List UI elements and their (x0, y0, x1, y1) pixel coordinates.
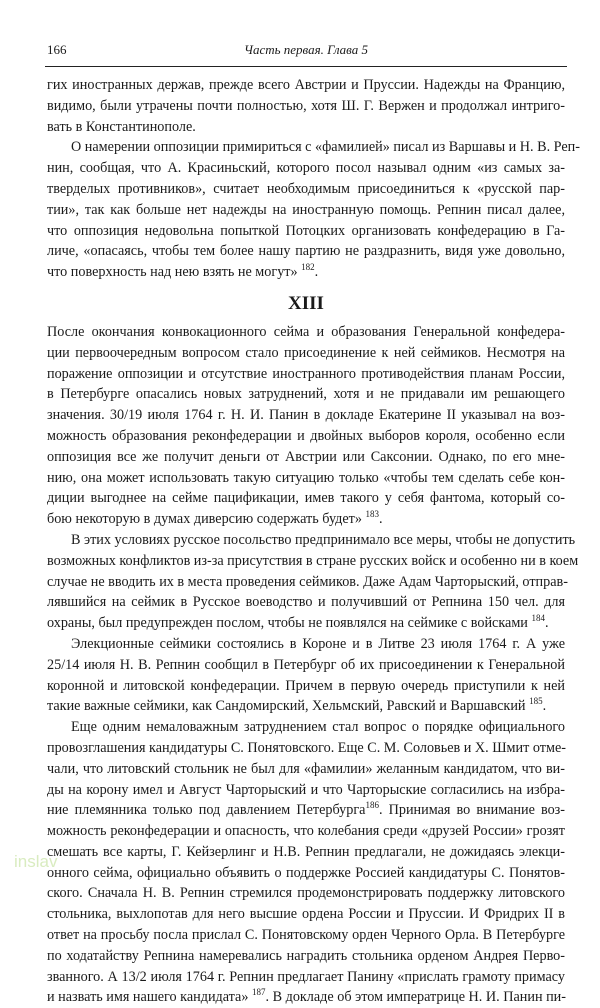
text-line (47, 842, 565, 863)
footnote-marker: 187 (252, 987, 266, 998)
text-line (47, 75, 565, 96)
text-line (47, 592, 565, 613)
line-text: О намерении оппозиции примириться с «фамилией» писал из Варшавы и Н. В. Реп- (71, 139, 580, 156)
line-text: провозглашения кандидатуры С. Понятовского. Еще С. М. Соловьев и Х. Шмит отме- (47, 739, 566, 756)
text-line (47, 696, 565, 717)
text-line (47, 468, 565, 489)
line-text: Еще одним немаловажным затруднением стал вопрос о порядке официального (71, 719, 565, 736)
footnote-marker: 186 (365, 800, 379, 811)
text-line (47, 717, 565, 738)
text-line (47, 780, 565, 801)
line-text: В этих условиях русское посольство предпринимало все меры, чтобы не допустить (71, 531, 576, 548)
text-line (47, 800, 565, 821)
line-text: 25/14 июля Н. В. Репнин сообщил в Петербург об их присоединении к Генеральной (47, 656, 565, 673)
text-line (47, 426, 565, 447)
line-text: званного. А 13/2 июля 1764 г. Репнин предлагает Панину «прислать грамоту примасу (47, 968, 565, 985)
section-heading: XIII (288, 292, 324, 314)
line-text: значения. 30/19 июля 1764 г. Н. И. Панин в докладе Екатерине II указывал на воз- (47, 407, 565, 424)
line-text: нин, сообщая, что А. Красиньский, которого посол называл одним «из самых за- (47, 160, 565, 177)
line-text: . В докладе об этом императрице Н. И. Панин пи- (265, 989, 566, 1006)
text-line (47, 676, 565, 697)
line-text: гих иностранных держав, прежде всего Австрии и Пруссии. Надежды на Францию, (47, 77, 565, 93)
page-body (47, 75, 580, 1008)
line-text: онного сейма, официально объявить о поддержке Россией кандидатуры С. Понятов- (47, 864, 565, 881)
text-line (47, 364, 565, 385)
line-text: такие важные сеймики, как Сандомирский, Хельмский, Равский и Варшавский (47, 698, 530, 715)
line-text: . (542, 698, 547, 715)
text-line (47, 179, 565, 200)
header-rule (45, 66, 567, 67)
watermark: inslav (14, 852, 58, 871)
text-line (47, 343, 565, 364)
line-text: диции выгоднее на сейме пацификации, имев такого у себя фантома, который со- (47, 490, 565, 507)
text-line (47, 904, 565, 925)
line-text: нию, она может использовать такую ситуацию только «чтобы тем сделать себе кон- (47, 469, 565, 486)
paragraph (47, 137, 580, 283)
line-text: стольника, выхлопотав для него высшие ордена России и Пруссии. И Фридрих II в (47, 906, 565, 923)
line-text: охраны, был предупрежден послом, чтобы не появлялся на сеймике с войсками (47, 615, 532, 632)
line-text: ского. Сначала Н. В. Репнин стремился продемонстрировать поддержку литовского (47, 885, 565, 902)
line-text: что оппозиция недовольна попыткой Потоцких организовать конфедерацию в Га- (47, 222, 565, 239)
text-line (47, 200, 565, 221)
text-line (47, 96, 565, 117)
line-text: смешать все карты, Г. Кейзерлинг и Н.В. Репнин предлагали, не дожидаясь элекци- (47, 843, 565, 860)
page-number: 166 (47, 42, 67, 57)
text-line (47, 509, 565, 530)
line-text: тии», так как больше нет надежды на иностранную помощь. Репнин писал далее, (47, 201, 565, 218)
paragraph (47, 717, 565, 1008)
text-line (47, 738, 565, 759)
line-text: коронной и литовской конфедерации. Причем в первую очередь приступили к ней (47, 677, 565, 694)
text-line (47, 572, 568, 593)
text-line (47, 863, 565, 884)
paragraph (47, 634, 565, 717)
text-line (47, 322, 565, 343)
line-text: вать в Константинополе. (47, 118, 196, 135)
running-title: Часть первая. Глава 5 (244, 42, 368, 57)
line-text: лявшийся на сеймик в Русское воеводство и получивший от Репнина 150 чел. для (47, 594, 565, 611)
line-text: ние племянника только под давлением Петербурга (47, 802, 366, 819)
line-text: личе, «опасаясь, чтобы тем более нашу партию не раздразнить, видя уже довольно, (47, 243, 565, 260)
text-line (47, 759, 565, 780)
text-line (47, 925, 565, 946)
text-line (47, 821, 565, 842)
line-text: ответ на просьбу посла прислал С. Понятовскому орден Черного Орла. В Петербурге (47, 927, 565, 944)
text-line (47, 551, 579, 572)
line-text: что поверхность над нею взять не могут» (47, 264, 302, 281)
line-text: ции первоочередным вопросом стало присоединение к ней сеймиков. Несмотря на (47, 344, 565, 361)
text-line (47, 613, 565, 634)
footnote-marker: 184 (531, 613, 545, 624)
paragraph (47, 75, 565, 137)
footnote-marker: 185 (529, 696, 543, 707)
line-text: по ходатайству Репнина намеревались наградить стольника орденом Андрея Перво- (47, 947, 565, 964)
text-line (47, 488, 565, 509)
line-text: Элекционные сеймики состоялись в Короне и в Литве 23 июля 1764 г. А уже (71, 635, 565, 652)
text-line (47, 946, 565, 967)
text-line (47, 117, 565, 138)
line-text: случае не вводить их в места проведения сеймиков. Даже Адам Чарторыский, отправ- (47, 573, 568, 590)
text-line (47, 634, 565, 655)
text-line (47, 987, 565, 1008)
line-text: . (314, 264, 319, 281)
line-text: ды на корону имел и Август Чарторыский и что Чарторыские согласились на избра- (47, 781, 565, 798)
line-text: . (544, 615, 549, 632)
line-text: возможных конфликтов из-за присутствия в стране русских войск и особенно ни в коем (47, 552, 579, 569)
footnote-marker: 183 (365, 509, 379, 520)
paragraph (47, 322, 565, 530)
text-line (47, 137, 580, 158)
text-line (47, 655, 565, 676)
line-text: После окончания конвокационного сейма и образования Генеральной конфедера- (47, 323, 565, 340)
line-text: . Принимая во внимание воз- (378, 802, 566, 819)
text-line (47, 384, 565, 405)
text-line (47, 967, 565, 988)
line-text: видимо, были утрачены почти полностью, хотя Ш. Г. Вержен и продолжал интриго- (47, 97, 565, 114)
footnote-marker: 182 (301, 262, 315, 273)
line-text: оппозиция все же получит деньги от Австрии или Саксонии. Однако, по его мне- (47, 448, 565, 465)
line-text: можность реконфедерации и опасность, что колебания среди «друзей России» грозят (47, 823, 565, 840)
line-text: поражение оппозиции и отсутствие иностранного противодействия планам России, (47, 365, 565, 382)
line-text: бою некоторую в думах диверсию содержать будет» (47, 511, 366, 528)
paragraph (47, 530, 579, 634)
line-text: тверделых противников», считает необходимым присоединиться к «русской пар- (47, 180, 565, 197)
text-line (47, 405, 565, 426)
text-line (47, 241, 565, 262)
text-line (47, 883, 565, 904)
text-line (47, 262, 565, 283)
text-line (47, 530, 576, 551)
line-text: в Петербурге опасались новых затруднений, хотя и не придавали им решающего (47, 386, 565, 403)
text-line (47, 221, 565, 242)
text-line (47, 447, 565, 468)
running-header (47, 42, 565, 62)
text-line (47, 158, 565, 179)
line-text: и назвать имя нашего кандидата» (47, 989, 252, 1006)
line-text: можность образования реконфедерации и двойных выборов короля, особенно если (47, 427, 565, 444)
line-text: . (379, 511, 383, 528)
line-text: чали, что литовский стольник не был для «фамилии» желанным кандидатом, что ви- (47, 760, 565, 777)
